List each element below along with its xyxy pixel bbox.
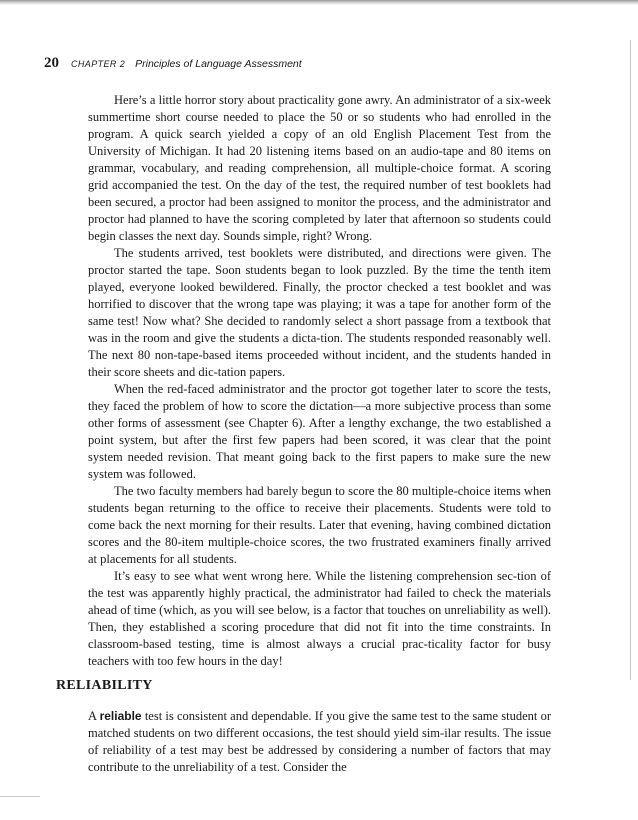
reliability-section bbox=[88, 708, 551, 776]
definition-text: test is consistent and dependable. If you give the same test to the same student or matched students on two different occasions, the test should yield sim-ilar results. The issue of reliability of a test may best be addressed by considering a number of factors that may contribute to the unreliability of a test. Consider the bbox=[88, 709, 551, 774]
paragraph: The two faculty members had barely begun to score the 80 multiple-choice items when students began returning to the office to receive their placements. Students were told to come back the next morning for their results. Later that evening, having combined dictation scores and the 80-item multiple-choice scores, the two frustrated examiners finally arrived at placements for all students. bbox=[88, 484, 551, 566]
paragraph: When the red-faced administrator and the proctor got together later to score the tests, they faced the problem of how to score the dictation—a more subjective process than some other forms of assessment (see Chapter 6). After a lengthy exchange, the two established a point system, but after the first few papers had been scored, it was clear that the point system needed revision. That meant going back to the first papers to make sure the new system was followed. bbox=[88, 382, 551, 481]
scan-artifact-bottom bbox=[0, 796, 40, 797]
section-heading: RELIABILITY bbox=[56, 678, 153, 693]
paragraph: Here’s a little horror story about practicality gone awry. An administrator of a six-week summertime short course needed to place the 50 or so students who had enrolled in the program. A quick search yielded a copy of an old English Placement Test from the University of Michigan. It had 20 listening items based on an audio-tape and 80 items on grammar, vocabulary, and reading comprehension, all multiple-choice format. A scoring grid accompanied the test. On the day of the test, the required number of test booklets had been secured, a proctor had been assigned to monitor the process, and the administrator and proctor had planned to have the scoring completed by later that afternoon so students could begin classes the next day. Sounds simple, right? Wrong. bbox=[88, 93, 551, 243]
paragraph: The students arrived, test booklets were distributed, and directions were given. The proctor started the tape. Soon students began to look puzzled. By the time the tenth item played, everyone looked bewildered. Finally, the proctor checked a test booklet and was horrified to discover that the wrong tape was playing; it was a tape for another form of the same test! Now what? She decided to randomly select a short passage from a textbook that was in the room and give the students a dicta-tion. The students responded reasonably well. The next 80 non-tape-based items proceeded without incident, and the students handed in their score sheets and dic-tation papers. bbox=[88, 246, 551, 379]
paragraph: It’s easy to see what went wrong here. While the listening comprehension sec-tion of the test was apparently highly practical, the administrator had failed to check the materials ahead of time (which, as you will see below, is a factor that touches on unreliability as well). Then, they established a scoring procedure that did not fit into the time constraints. In classroom-based testing, time is almost always a crucial prac-ticality factor for busy teachers with too few hours in the day! bbox=[88, 569, 551, 668]
scan-artifact-right bbox=[630, 40, 631, 680]
chapter-title: Principles of Language Assessment bbox=[135, 58, 302, 70]
running-header bbox=[44, 54, 302, 70]
page-number: 20 bbox=[44, 55, 59, 71]
body-text bbox=[88, 92, 551, 670]
scan-top-edge bbox=[0, 0, 638, 5]
reliability-paragraph bbox=[88, 708, 551, 776]
lead-text: A bbox=[88, 709, 100, 723]
chapter-label: CHAPTER 2 bbox=[71, 59, 126, 69]
key-term: reliable bbox=[99, 709, 142, 723]
